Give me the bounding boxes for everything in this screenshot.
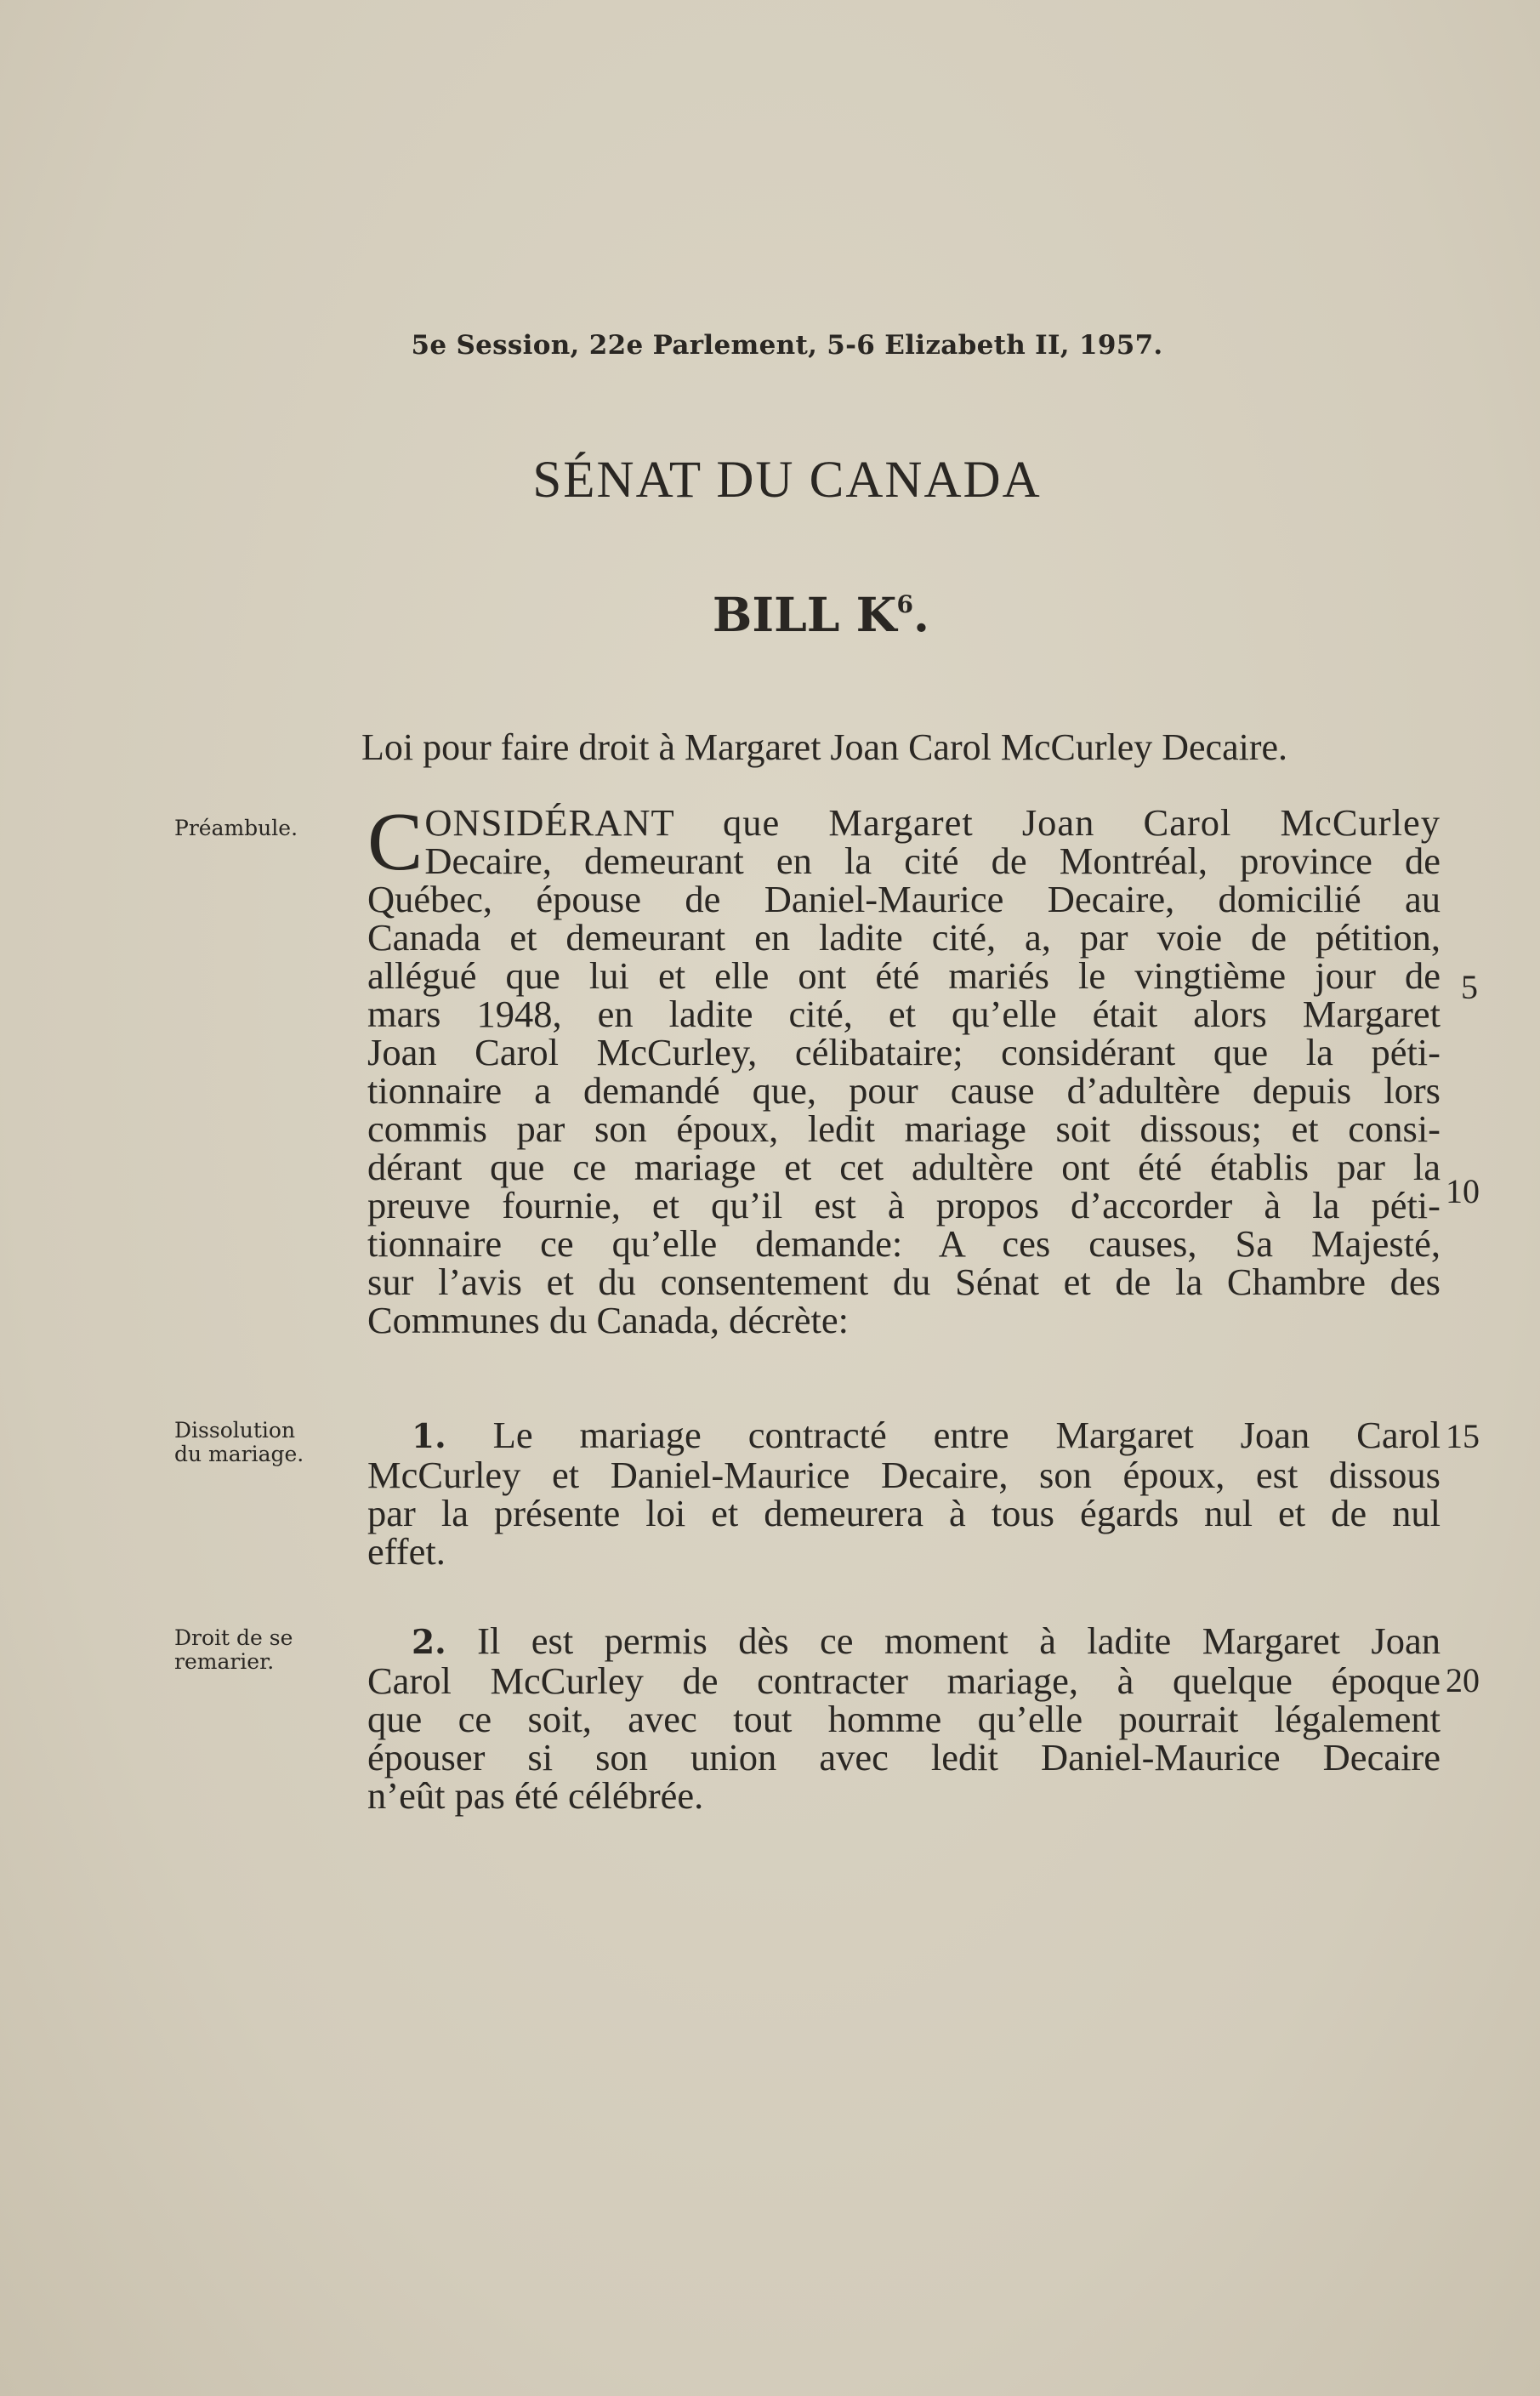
bill-label: BILL K [712, 587, 897, 642]
line-number: 5 [1461, 968, 1478, 1006]
text-line [367, 1416, 1441, 1456]
text-line: allégué que lui et elle ont été mariés le vingtième jour de [367, 954, 1441, 997]
text-line: Communes du Canada, décrète: [367, 1299, 849, 1341]
section-text: Le mariage contracté entre Margaret Joan Carol [492, 1414, 1441, 1456]
text-line: commis par son époux, ledit mariage soit dissous; et consi- [367, 1107, 1441, 1150]
section-number: 1. [412, 1417, 446, 1456]
text-line: Québec, épouse de Daniel-Maurice Decaire, domicilié au [367, 878, 1441, 920]
text-line: par la présente loi et demeurera à tous égards nul et de nul [367, 1492, 1441, 1534]
text-line: McCurley et Daniel-Maurice Decaire, son époux, est dissous [367, 1454, 1441, 1496]
bill-period: . [912, 587, 930, 642]
section-number: 2. [412, 1623, 446, 1662]
line-number: 15 [1446, 1417, 1480, 1455]
side-note-line: Dissolution [174, 1418, 296, 1443]
bill-title [0, 587, 1540, 642]
text-line: dérant que ce mariage et cet adultère ont été établis par la [367, 1146, 1441, 1188]
section-text: Il est permis dès ce moment à ladite Margaret Joan [477, 1619, 1441, 1662]
dropcap: C [367, 796, 423, 888]
text-line: n’eût pas été célébrée. [367, 1774, 704, 1817]
text-line: tionnaire ce qu’elle demande: A ces causes, Sa Majesté, [367, 1222, 1441, 1265]
chamber-title: SÉNAT DU CANADA [532, 452, 1042, 509]
side-note-remarry [174, 1626, 344, 1674]
text-line: épouser si son union avec ledit Daniel-Maurice Decaire [367, 1736, 1441, 1779]
text-line: Carol McCurley de contracter mariage, à quelque époque [367, 1659, 1441, 1702]
side-note-dissolution [174, 1419, 344, 1466]
text-line: tionnaire a demandé que, pour cause d’adultère depuis lors [367, 1069, 1441, 1112]
section-2-paragraph [367, 1619, 1441, 1817]
text-line: preuve fournie, et qu’il est à propos d’accorder à la péti- [367, 1184, 1441, 1226]
line-number: 20 [1446, 1661, 1480, 1699]
text-line: ONSIDÉRANT que Margaret Joan Carol McCurley [424, 801, 1441, 844]
bill-superscript: 6 [896, 590, 913, 618]
session-line: 5e Session, 22e Parlement, 5-6 Elizabeth II, 1957. [411, 330, 1163, 361]
side-note-line: du mariage. [174, 1442, 304, 1466]
text-line: Decaire, demeurant en la cité de Montréal, province de [424, 839, 1441, 882]
text-line: Canada et demeurant en ladite cité, a, par voie de pétition, [367, 916, 1441, 959]
text-line: sur l’avis et du consentement du Sénat et de la Chambre des [367, 1261, 1441, 1303]
side-note-line: Droit de se [174, 1625, 293, 1650]
side-note-preamble: Préambule. [174, 816, 298, 840]
long-title: Loi pour faire droit à Margaret Joan Carol McCurley Decaire. [361, 726, 1287, 768]
text-line: mars 1948, en ladite cité, et qu’elle était alors Margaret [367, 993, 1441, 1035]
text-line: que ce soit, avec tout homme qu’elle pourrait légalement [367, 1698, 1441, 1740]
text-line: Joan Carol McCurley, célibataire; considérant que la péti- [367, 1031, 1441, 1073]
section-1-paragraph [367, 1416, 1441, 1571]
text-line: effet. [367, 1530, 446, 1573]
preamble-paragraph [367, 796, 1441, 1341]
side-note-line: remarier. [174, 1649, 275, 1674]
line-number: 10 [1446, 1172, 1480, 1210]
text-line [367, 1619, 1441, 1662]
